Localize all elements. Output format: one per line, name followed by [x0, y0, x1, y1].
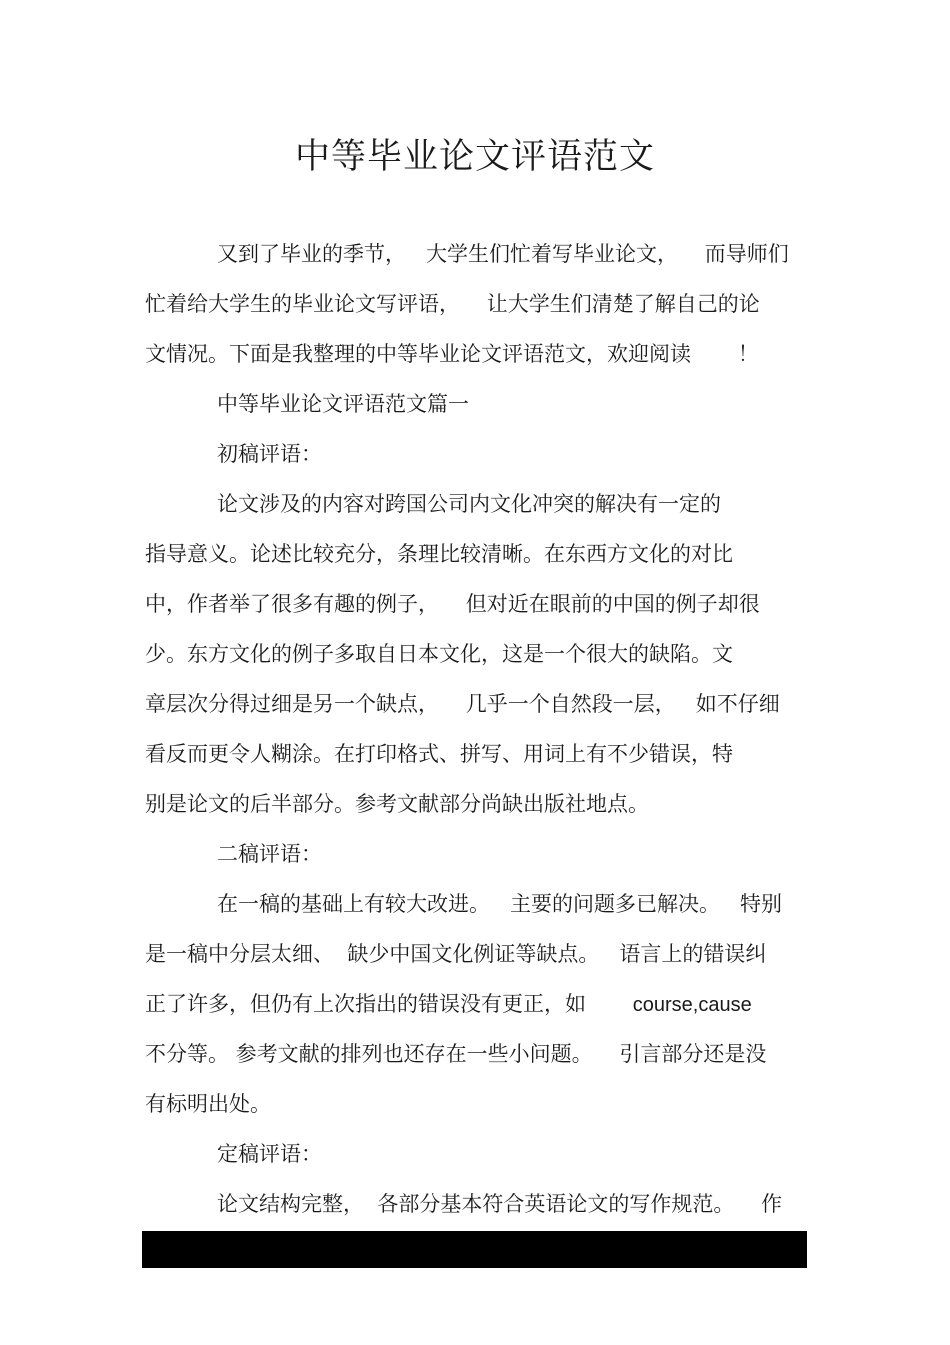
text-line-content: 中，作者举了很多有趣的例子， 但对近在眼前的中国的例子却很	[145, 592, 760, 616]
text-line-content: 不分等。 参考文献的排列也还存在一些小问题。 引言部分还是没	[145, 1042, 767, 1066]
text-line	[145, 1079, 807, 1129]
text-line-content: 论文涉及的内容对跨国公司内文化冲突的解决有一定的	[217, 492, 721, 516]
text-line-content: 又到了毕业的季节， 大学生们忙着写毕业论文， 而导师们	[217, 242, 789, 266]
text-line	[145, 329, 807, 379]
text-line-content: 指导意义。论述比较充分，条理比较清晰。在东西方文化的对比	[145, 542, 733, 566]
text-line	[217, 1179, 807, 1229]
text-line-content: 在一稿的基础上有较大改进。 主要的问题多已解决。 特别	[217, 892, 783, 916]
text-line-content: 中等毕业论文评语范文篇一	[217, 392, 469, 416]
text-line-content: 别是论文的后半部分。参考文献部分尚缺出版社地点。	[145, 792, 649, 816]
text-line-content: 定稿评语：	[217, 1142, 322, 1166]
text-line	[145, 629, 807, 679]
text-line-latin: course,cause	[632, 994, 752, 1016]
text-line	[145, 979, 807, 1029]
text-line-content: 正了许多，但仍有上次指出的错误没有更正，如	[145, 992, 633, 1016]
text-line	[145, 279, 807, 329]
text-line	[145, 729, 807, 779]
text-line	[145, 779, 807, 829]
text-line	[217, 229, 807, 279]
text-line-content: 文情况。下面是我整理的中等毕业论文评语范文，欢迎阅读 ！	[145, 342, 759, 366]
text-line	[217, 379, 807, 429]
text-line	[217, 1129, 807, 1179]
text-line-content: 有标明出处。	[145, 1092, 271, 1116]
text-line-content: 少。东方文化的例子多取自日本文化，这是一个很大的缺陷。文	[145, 642, 733, 666]
text-line	[217, 479, 807, 529]
text-line-content: 章层次分得过细是另一个缺点， 几乎一个自然段一层， 如不仔细	[145, 692, 780, 716]
text-line	[145, 929, 807, 979]
text-line	[145, 1029, 807, 1079]
text-line	[145, 679, 807, 729]
text-line-content: 二稿评语：	[217, 842, 322, 866]
text-line-content: 是一稿中分层太细、 缺少中国文化例证等缺点。 语言上的错误纠	[145, 942, 767, 966]
text-line-content: 论文结构完整， 各部分基本符合英语论文的写作规范。 作	[217, 1192, 783, 1216]
redaction-bar	[142, 1231, 807, 1268]
text-line-content: 看反而更令人糊涂。在打印格式、拼写、用词上有不少错误，特	[145, 742, 733, 766]
text-line	[145, 529, 807, 579]
text-line	[217, 879, 807, 929]
text-line-content: 初稿评语：	[217, 442, 322, 466]
text-line	[145, 579, 807, 629]
text-line	[217, 429, 807, 479]
text-line-content: 忙着给大学生的毕业论文写评语， 让大学生们清楚了解自己的论	[145, 292, 760, 316]
text-line	[217, 829, 807, 879]
document-title: 中等毕业论文评语范文	[294, 137, 655, 177]
